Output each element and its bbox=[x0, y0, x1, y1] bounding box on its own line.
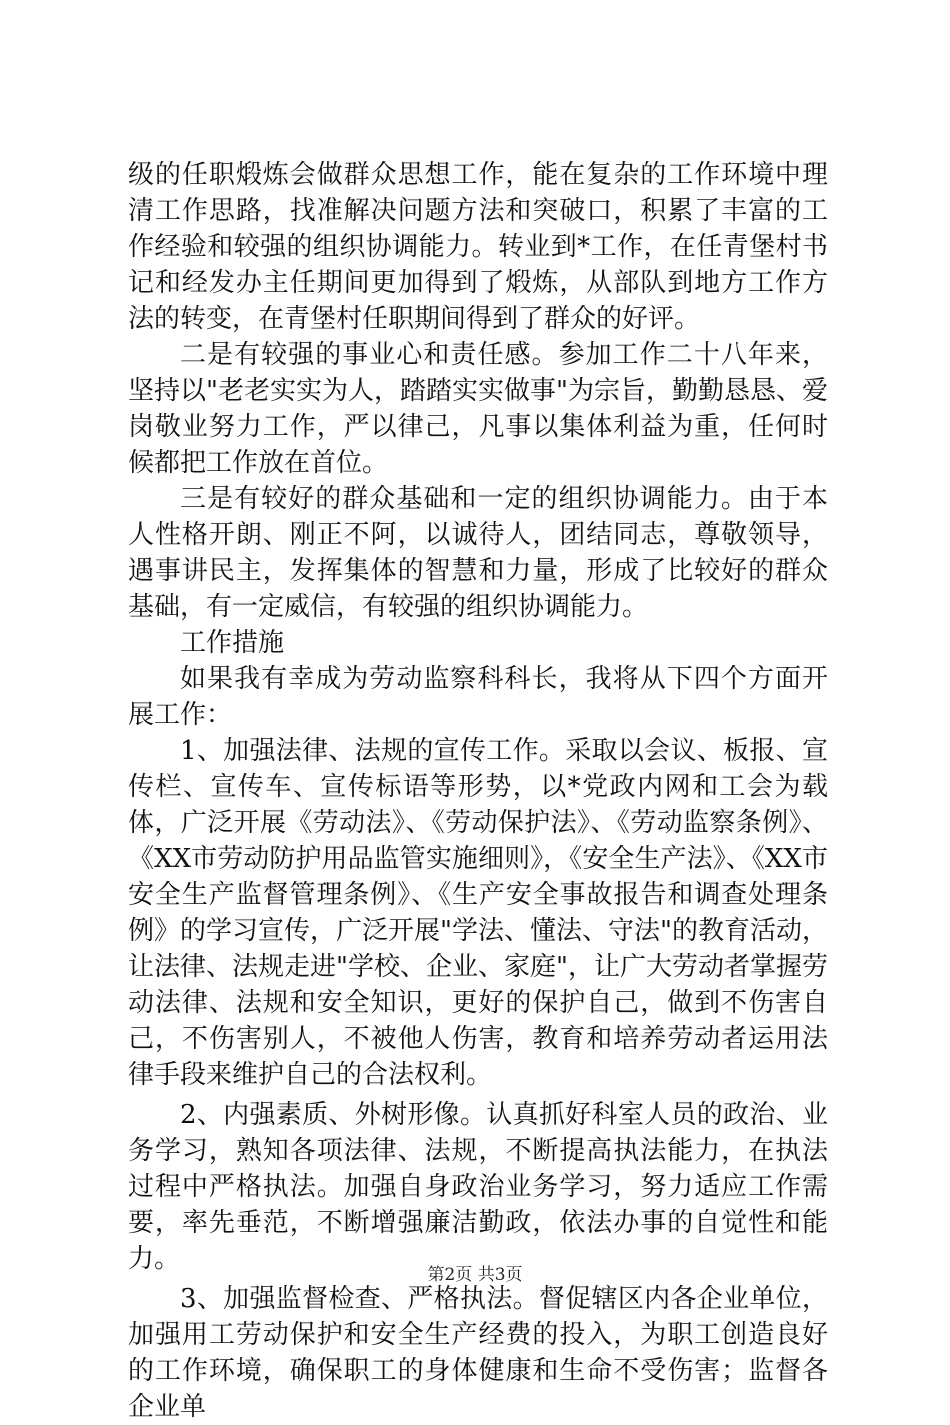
paragraph-measure-two: 2、内强素质、外树形像。认真抓好科室人员的政治、业务学习，熟知各项法律、法规，不断提高执法能力，在执法过程中严格执法。加强自身政治业务学习，努力适应工作需要，率先垂范，不断增强廉洁勤政，依法办事的自觉性和能力。 bbox=[128, 1100, 828, 1274]
document-body bbox=[128, 157, 828, 1425]
paragraph-point-three: 三是有较好的群众基础和一定的组织协调能力。由于本人性格开朗、刚正不阿，以诚待人，团结同志，尊敬领导，遇事讲民主，发挥集体的智慧和力量，形成了比较好的群众基础，有一定威信，有较强的组织协调能力。 bbox=[128, 484, 828, 622]
paragraph-intro-measures: 如果我有幸成为劳动监察科科长，我将从下四个方面开展工作： bbox=[128, 664, 828, 730]
paragraph-measure-one: 1、加强法律、法规的宣传工作。采取以会议、板报、宣传栏、宣传车、宣传标语等形势，以*党政内网和工会为载体，广泛开展《劳动法》、《劳动保护法》、《劳动监察条例》、《XX市劳动防护用品监管实施细则》，《安全生产法》、《XX市安全生产监督管理条例》、《生产安全事故报告和调查处理条例》的学习宣传，广泛开展"学法、懂法、守法"的教育活动，让法律、法规走进"学校、企业、家庭"，让广大劳动者掌握劳动法律、法规和安全知识，更好的保护自己，做到不伤害自己，不伤害别人，不被他人伤害，教育和培养劳动者运用法律手段来维护自己的合法权利。 bbox=[128, 736, 828, 1090]
section-heading-measures: 工作措施 bbox=[180, 628, 285, 658]
paragraph-point-two: 二是有较强的事业心和责任感。参加工作二十八年来，坚持以"老老实实为人，踏踏实实做事"为宗旨，勤勤恳恳、爱岗敬业努力工作，严以律己，凡事以集体利益为重，任何时候都把工作放在首位。 bbox=[128, 340, 828, 478]
paragraph-measure-three: 3、加强监督检查、严格执法。督促辖区内各企业单位，加强用工劳动保护和安全生产经费的投入，为职工创造良好的工作环境，确保职工的身体健康和生命不受伤害；监督各企业单 bbox=[128, 1284, 828, 1422]
paragraph-continued: 级的任职煅炼会做群众思想工作，能在复杂的工作环境中理清工作思路，找准解决问题方法和突破口，积累了丰富的工作经验和较强的组织协调能力。转业到*工作，在任青堡村书记和经发办主任期间更加得到了煅炼，从部队到地方工作方法的转变，在青堡村任职期间得到了群众的好评。 bbox=[128, 160, 828, 334]
page-footer: 第2页 共3页 bbox=[427, 1265, 523, 1285]
